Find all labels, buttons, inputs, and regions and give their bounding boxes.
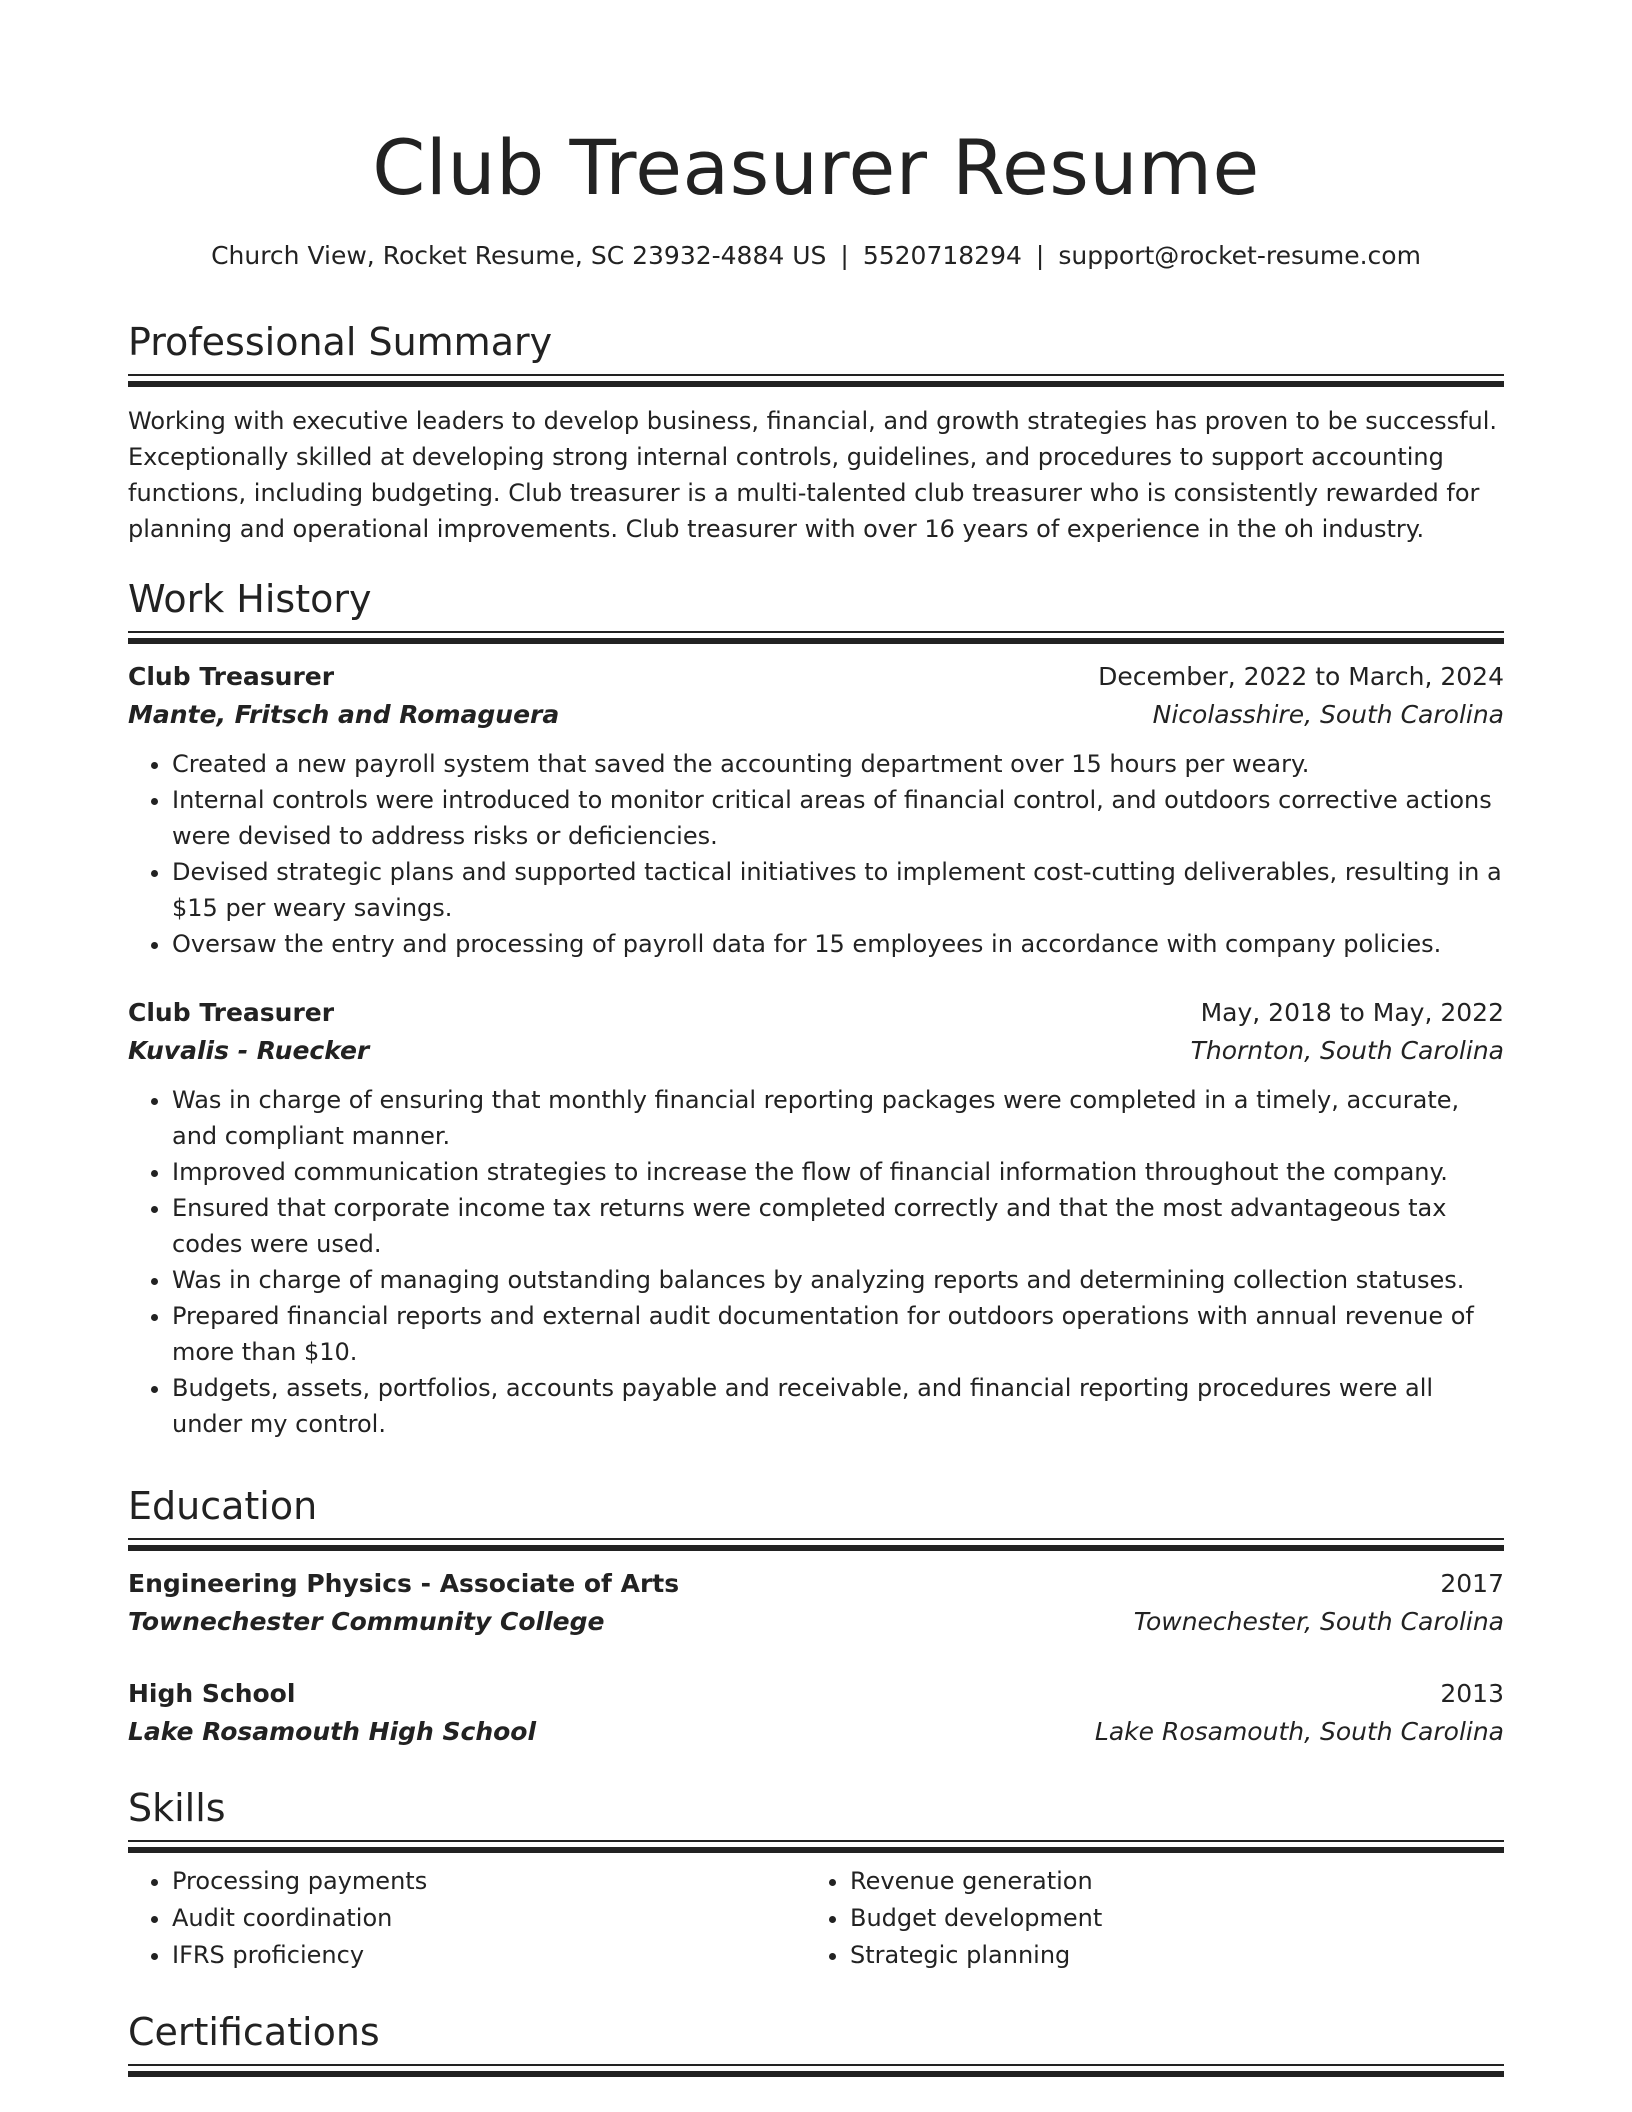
contact-separator: | (1035, 241, 1045, 270)
list-item: • Was in charge of ensuring that monthly financial reporting packages were completed in a timely, accurate, and compliant manner. (172, 1082, 1504, 1154)
list-item: • Devised strategic plans and supported tactical initiatives to implement cost-cutting deliverables, resulting in a $15 per weary savings. (172, 854, 1504, 926)
job-company: Mante, Fritsch and Romaguera (128, 700, 560, 729)
list-item: • Ensured that corporate income tax returns were completed correctly and that the most advantageous tax codes were used. (172, 1190, 1504, 1262)
work-history-heading: Work History (128, 577, 372, 621)
section-divider (128, 1538, 1504, 1551)
list-item: • Budgets, assets, portfolios, accounts payable and receivable, and financial reporting procedures were all under my control. (172, 1370, 1504, 1442)
list-item: • Oversaw the entry and processing of payroll data for 15 employees in accordance with company policies. (172, 926, 1504, 962)
resume-title: Club Treasurer Resume (372, 123, 1260, 212)
section-divider (128, 374, 1504, 387)
degree-name: Engineering Physics - Associate of Arts (128, 1569, 680, 1598)
skills-heading: Skills (128, 1786, 226, 1830)
job-bullets (128, 746, 1504, 962)
summary-text: Working with executive leaders to develop business, financial, and growth strategies has proven to be successful. Exceptionally skilled at developing strong internal controls, guidelines, and procedures to support accounting functions, including budgeting. Club treasurer is a multi-talented club treasurer who is consistently rewarded for planning and operational improvements. Club treasurer with over 16 years of experience in the oh industry. (128, 407, 1498, 543)
contact-address: Church View, Rocket Resume, SC 23932-4884 US (211, 241, 827, 270)
section-divider (128, 1840, 1504, 1853)
contact-separator: | (840, 241, 849, 270)
job-dates: December, 2022 to March, 2024 (1098, 662, 1504, 691)
graduation-year: 2017 (1440, 1569, 1504, 1598)
list-item: • Was in charge of managing outstanding balances by analyzing reports and determining collection statuses. (172, 1262, 1504, 1298)
skills-list-left (128, 1863, 806, 1974)
list-item: • IFRS proficiency (172, 1937, 806, 1974)
list-item: • Prepared financial reports and external audit documentation for outdoors operations with annual revenue of more than $10. (172, 1298, 1504, 1370)
education-section (128, 1482, 1504, 1751)
list-item: • Revenue generation (850, 1863, 1484, 1900)
job-company: Kuvalis - Ruecker (128, 1036, 370, 1065)
skills-columns (128, 1863, 1504, 1974)
certifications-heading: Certifications (128, 2010, 380, 2054)
summary-heading: Professional Summary (128, 320, 553, 364)
job-bullets (128, 1082, 1504, 1442)
skills-section (128, 1784, 1504, 1974)
certifications-section (128, 2008, 1504, 2077)
education-heading: Education (128, 1484, 318, 1528)
summary-section (128, 318, 1504, 547)
list-item: • Audit coordination (172, 1900, 806, 1937)
section-divider (128, 631, 1504, 644)
list-item: • Strategic planning (850, 1937, 1484, 1974)
list-item: • Created a new payroll system that saved the accounting department over 15 hours per weary. (172, 746, 1504, 782)
job-entry (128, 658, 1504, 962)
contact-phone: 5520718294 (862, 241, 1022, 270)
education-entry (128, 1565, 1504, 1641)
job-title: Club Treasurer (128, 998, 335, 1027)
list-item: • Internal controls were introduced to monitor critical areas of financial control, and outdoors corrective actions were devised to address risks or deficiencies. (172, 782, 1504, 854)
school-location: Lake Rosamouth, South Carolina (1094, 1717, 1504, 1746)
graduation-year: 2013 (1440, 1679, 1504, 1708)
list-item: • Budget development (850, 1900, 1484, 1937)
skills-list-right (806, 1863, 1484, 1974)
job-entry (128, 994, 1504, 1442)
job-dates: May, 2018 to May, 2022 (1200, 998, 1504, 1027)
education-entry (128, 1675, 1504, 1751)
degree-name: High School (128, 1679, 296, 1708)
job-location: Nicolasshire, South Carolina (1152, 700, 1504, 729)
section-divider (128, 2064, 1504, 2077)
list-item: • Improved communication strategies to increase the flow of financial information throughout the company. (172, 1154, 1504, 1190)
job-location: Thornton, South Carolina (1190, 1036, 1504, 1065)
list-item: • Processing payments (172, 1863, 806, 1900)
school-location: Townechester, South Carolina (1133, 1607, 1504, 1636)
contact-email: support@rocket-resume.com (1058, 241, 1421, 270)
school-name: Townechester Community College (128, 1607, 605, 1636)
work-history-section (128, 575, 1504, 1442)
job-title: Club Treasurer (128, 662, 335, 691)
school-name: Lake Rosamouth High School (128, 1717, 537, 1746)
contact-line (128, 240, 1504, 272)
